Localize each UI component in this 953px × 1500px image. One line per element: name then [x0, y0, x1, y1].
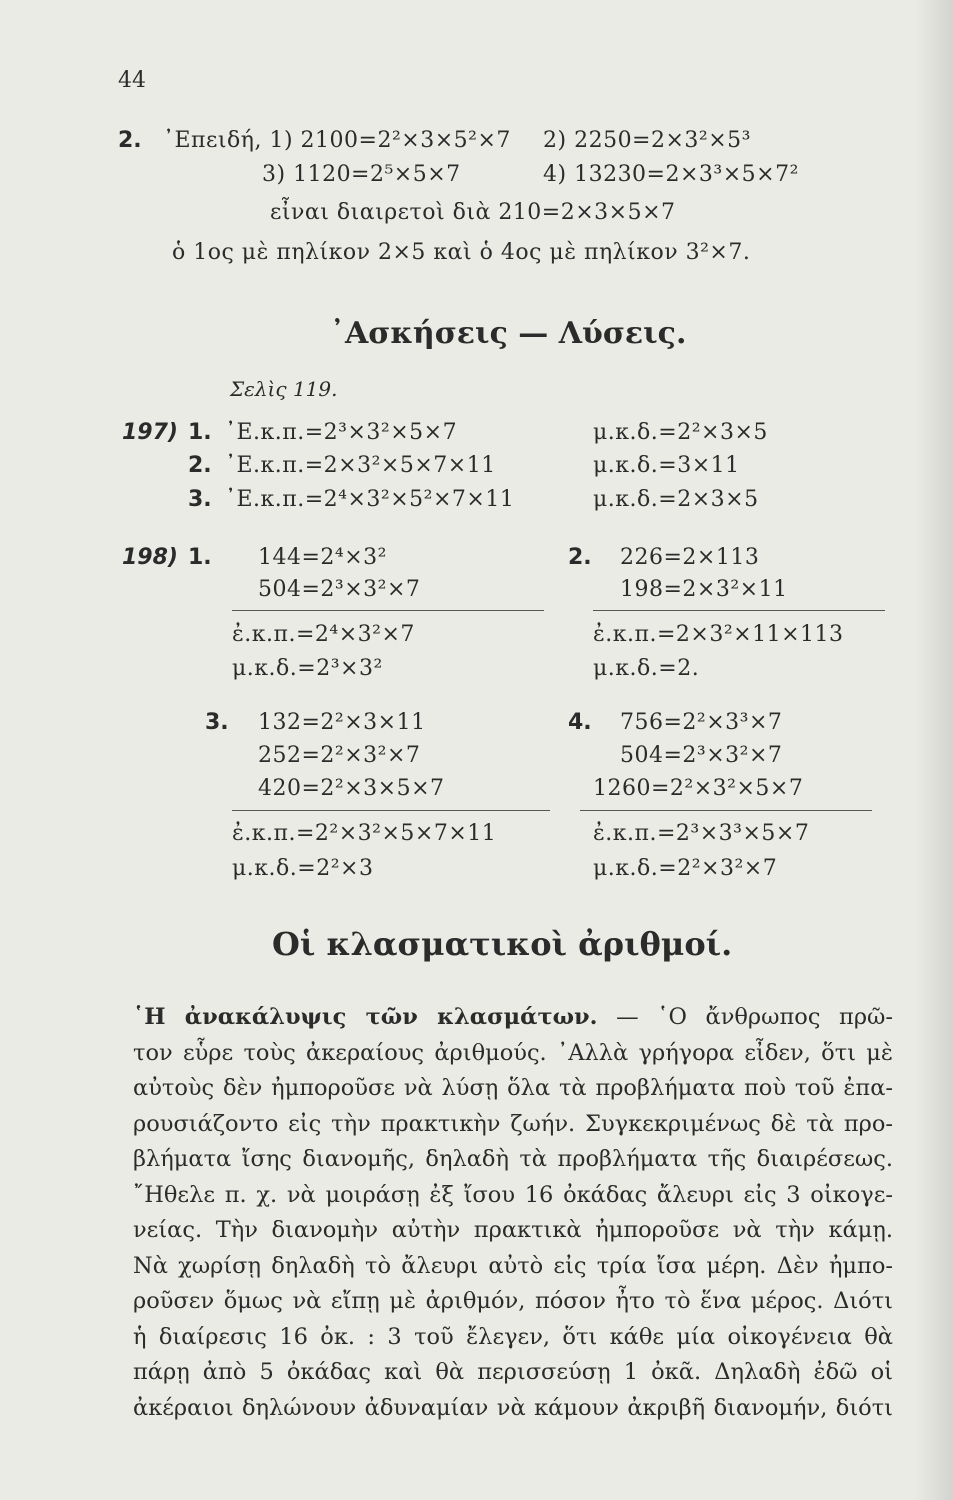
exercise-198-4-lcm: ἐ.κ.π.=2³×3³×5×7 [593, 821, 810, 846]
exercise-197-label: 197) [122, 420, 178, 445]
exercise-198-1-gcd: μ.κ.δ.=2³×3² [232, 656, 383, 681]
paragraph-line-2: τον εὗρε τοὺς ἀκεραίους ἀριθμούς. ᾿Αλλὰ γρήγορα εἶδεν, ὅτι μὲ [133, 1039, 893, 1066]
exercise-198-1-lcm: ἐ.κ.π.=2⁴×3²×7 [232, 622, 415, 647]
page-reference: Σελὶς 119. [230, 377, 338, 401]
exercise-198-4-c: 1260=2²×3²×5×7 [593, 776, 804, 801]
problem-2-line1-a: ᾿Επειδή, 1) 2100=2²×3×5²×7 [163, 128, 511, 153]
page-number: 44 [118, 68, 146, 93]
exercise-197-3-number: 3. [188, 487, 212, 512]
exercise-197-2-lcm: ᾿Ε.κ.π.=2×3²×5×7×11 [225, 453, 496, 478]
problem-2-line3: εἶναι διαιρετοὶ διὰ 210=2×3×5×7 [270, 200, 676, 225]
exercise-198-2-lcm: ἐ.κ.π.=2×3²×11×113 [593, 622, 844, 647]
exercise-197-2-number: 2. [188, 453, 212, 478]
exercise-198-3-number: 3. [205, 710, 229, 735]
exercise-198-label: 198) [122, 545, 178, 570]
exercise-197-1-gcd: μ.κ.δ.=2²×3×5 [593, 420, 768, 445]
paragraph-line-8: Νὰ χωρίσῃ δηλαδὴ τὸ ἄλευρι αὐτὸ εἰς τρία ἴσα μέρη. Δὲν ἠμπο- [133, 1252, 893, 1279]
problem-2-line2-a: 3) 1120=2⁵×5×7 [262, 162, 461, 187]
exercise-198-4-a: 756=2²×3³×7 [620, 710, 783, 735]
problem-2-line2-b: 4) 13230=2×3³×5×7² [543, 162, 799, 187]
exercise-197-3-lcm: ᾿Ε.κ.π.=2⁴×3²×5²×7×11 [225, 487, 515, 512]
exercise-198-2-a: 226=2×113 [620, 545, 760, 570]
problem-2-line1-b: 2) 2250=2×3²×5³ [543, 128, 751, 153]
exercise-198-3-gcd: μ.κ.δ.=2²×3 [232, 856, 374, 881]
exercise-198-2-gcd: μ.κ.δ.=2. [593, 656, 700, 681]
paragraph-line-12: ἀκέραιοι δηλώνουν ἀδυναμίαν νὰ κάμουν ἀκριβῆ διανομήν, διότι [133, 1394, 893, 1421]
paragraph-line-1 [133, 1000, 893, 1036]
divider-198-3 [232, 810, 550, 811]
body-paragraph [133, 1000, 893, 1426]
problem-2-line4: ὁ 1ος μὲ πηλίκον 2×5 καὶ ὁ 4ος μὲ πηλίκον 3²×7. [172, 240, 751, 265]
exercise-198-2-b: 198=2×3²×11 [620, 577, 788, 602]
problem-2-label: 2. [118, 128, 142, 153]
paragraph-line-3: αὐτοὺς δὲν ἠμποροῦσε νὰ λύσῃ ὅλα τὰ προβλήματα ποὺ τοῦ ἐπα- [133, 1075, 893, 1101]
chapter-title: Οἱ κλασματικοὶ ἀριθμοί. [272, 925, 733, 963]
page-edge-shadow [915, 0, 953, 1500]
exercise-198-4-b: 504=2³×3²×7 [620, 743, 783, 768]
exercise-198-1-number: 1. [188, 545, 212, 570]
exercise-198-1-b: 504=2³×3²×7 [258, 577, 421, 602]
paragraph-line-4: ρουσιάζοντο εἰς τὴν πρακτικὴν ζωήν. Συγκεκριμένως δὲ τὰ προ- [133, 1110, 893, 1137]
divider-198-4 [580, 810, 872, 811]
paragraph-line-1-text: — ῾Ο ἄνθρωπος πρῶ- [616, 1004, 894, 1030]
divider-198-2 [593, 610, 885, 611]
exercise-197-3-gcd: μ.κ.δ.=2×3×5 [593, 487, 759, 512]
exercise-197-1-lcm: ᾿Ε.κ.π.=2³×3²×5×7 [225, 420, 458, 445]
paragraph-heading: ῾Η ἀνακάλυψις τῶν κλασμάτων. [133, 1004, 598, 1030]
exercise-197-2-gcd: μ.κ.δ.=3×11 [593, 453, 740, 478]
exercise-198-3-a: 132=2²×3×11 [258, 710, 426, 735]
paragraph-line-7: νείας. Τὴν διανομὴν αὐτὴν πρακτικὰ ἠμποροῦσε νὰ τὴν κάμῃ. [133, 1217, 893, 1243]
exercise-197-1-number: 1. [188, 420, 212, 445]
exercise-198-2-number: 2. [568, 545, 592, 570]
paragraph-line-9: ροῦσεν ὅμως νὰ εἴπῃ μὲ ἀριθμόν, πόσον ἦτο τὸ ἕνα μέρος. Διότι [133, 1288, 893, 1314]
section-title: ᾿Ασκήσεις — Λύσεις. [330, 316, 687, 351]
paragraph-line-5: βλήματα ἴσης διανομῆς, δηλαδὴ τὰ προβλήματα τῆς διαιρέσεως. [133, 1146, 893, 1172]
divider-198-1 [232, 610, 544, 611]
paragraph-line-10: ἡ διαίρεσις 16 ὀκ. : 3 τοῦ ἔλεγεν, ὅτι κάθε μία οἰκογένεια θὰ [133, 1323, 893, 1350]
paragraph-line-11: πάρῃ ἀπὸ 5 ὀκάδας καὶ θὰ περισσεύσῃ 1 ὀκᾶ. Δηλαδὴ ἐδῶ οἱ [133, 1359, 893, 1385]
exercise-198-4-number: 4. [568, 710, 592, 735]
exercise-198-3-b: 252=2²×3²×7 [258, 743, 421, 768]
exercise-198-3-lcm: ἐ.κ.π.=2²×3²×5×7×11 [232, 821, 497, 846]
paragraph-line-6: ῎Ηθελε π. χ. νὰ μοιράσῃ ἐξ ἴσου 16 ὀκάδας ἄλευρι εἰς 3 οἰκογε- [133, 1181, 893, 1208]
exercise-198-4-gcd: μ.κ.δ.=2²×3²×7 [593, 856, 778, 881]
exercise-198-3-c: 420=2²×3×5×7 [258, 776, 445, 801]
exercise-198-1-a: 144=2⁴×3² [258, 545, 387, 570]
